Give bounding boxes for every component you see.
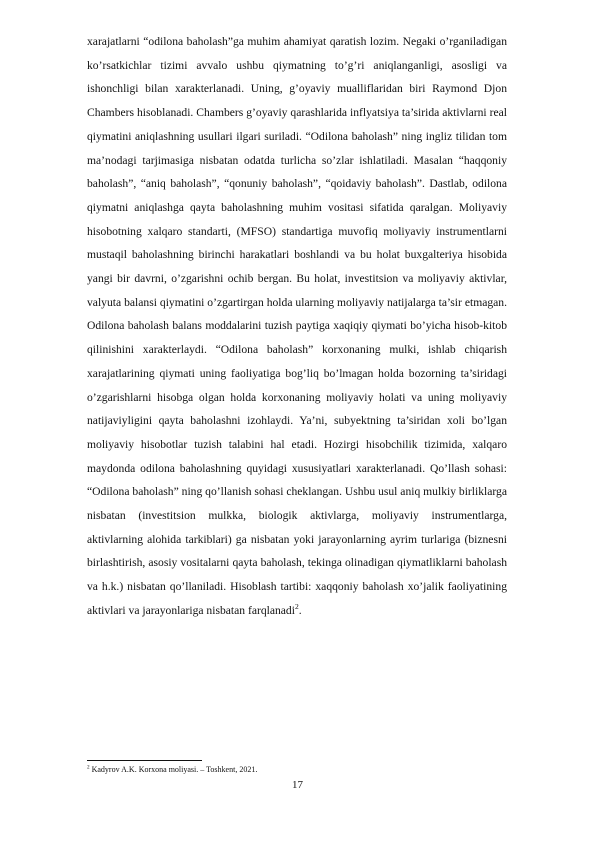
footnote: [87, 765, 507, 775]
body-trailing-punct: .: [298, 603, 302, 617]
footnote-marker: 2: [87, 764, 90, 771]
footnote-text: Kadyrov A.K. Korxona moliyasi. – Toshkent, 2021.: [89, 765, 258, 774]
footnote-separator: [87, 760, 202, 761]
footnote-reference: 2: [294, 602, 299, 612]
page-number: 17: [292, 779, 303, 791]
body-paragraph: [87, 30, 507, 623]
body-text: xarajatlarni “odilona baholash”ga muhim ahamiyat qaratish lozim. Negaki o’rganiladigan ko’rsatkichlar tizimi avvalo ushbu qiymatning to’g’ri aniqlanganligi, asosligi va ishonchligi bilan xarakterlanadi. Uning, g’oyaviy mualliflaridan biri Raymond Djon Chambers hisoblanadi. Chambers g’oyaviy qarashlarida inflyatsiya ta’sirida aktivlarni real qiymatini aniqlashning usullari ilgari suriladi. “Odilona baholash” ning ingliz tilidan tom ma’nodagi tarjimasiga nisbatan odatda turlicha so’zlar ishlatiladi. Masalan “haqqoniy baholash”, “aniq baholash”, “qonuniy baholash”, “qoidaviy baholash”. Dastlab, odilona qiymatni aniqlashga qayta baholashning muhim vositasi sifatida qaralgan. Moliyaviy hisobotning xalqaro standarti, (MFSO) standartiga muvofiq moliyaviy instrumentlarni mustaqil baholashning birinchi harakatlari boshlandi va bu holat buxgalteriya hisobida yangi bir davrni, o’zgarishni ochib bergan. Bu holat, investitsion va moliyaviy aktivlar, valyuta balansi qiymatini o’zgartirgan holda ularning moliyaviy natijalarga ta’sir etmagan. Odilona baholash balans moddalarini tuzish paytiga xaqiqiy qiymati bo’yicha hisob-kitob qilinishini xarakterlaydi. “Odilona baholash” korxonaning mulki, ishlab chiqarish xarajatlarining qiymati uning faoliyatiga bog’liq bo’lmagan holda bozorning ta’siridagi o’zgarishlarni hisobga olgan holda korxonaning moliyaviy holati va uning moliyaviy natijaviyligini qayta baholashni izohlaydi. Ya’ni, subyektning ta’siridan xoli bo’lgan moliyaviy hisobotlar tuzish talabini hal etadi. Hozirgi hisobchilik tizimida, xalqaro maydonda odilona baholashning quyidagi xususiyatlari xarakterlanadi. Qo’llash sohasi: “Odilona baholash” ning qo’llanish sohasi cheklangan. Ushbu usul aniq mulkiy birliklarga nisbatan (investitsion mulkka, biologik aktivlarga, moliyaviy instrumentlarga, aktivlarning alohida tarkiblari) ga nisbatan yoki jarayonlarning ayrim turlariga (biznesni birlashtirish, asosiy vositalarni qayta baholash, tekinga olinadigan qiymatliklarni baholash va h.k.) nisbatan qo’llaniladi. Hisoblash tartibi: xaqqoniy baholash xo’jalik faoliyatining aktivlari va jarayonlariga nisbatan farqlanadi: [87, 35, 507, 617]
